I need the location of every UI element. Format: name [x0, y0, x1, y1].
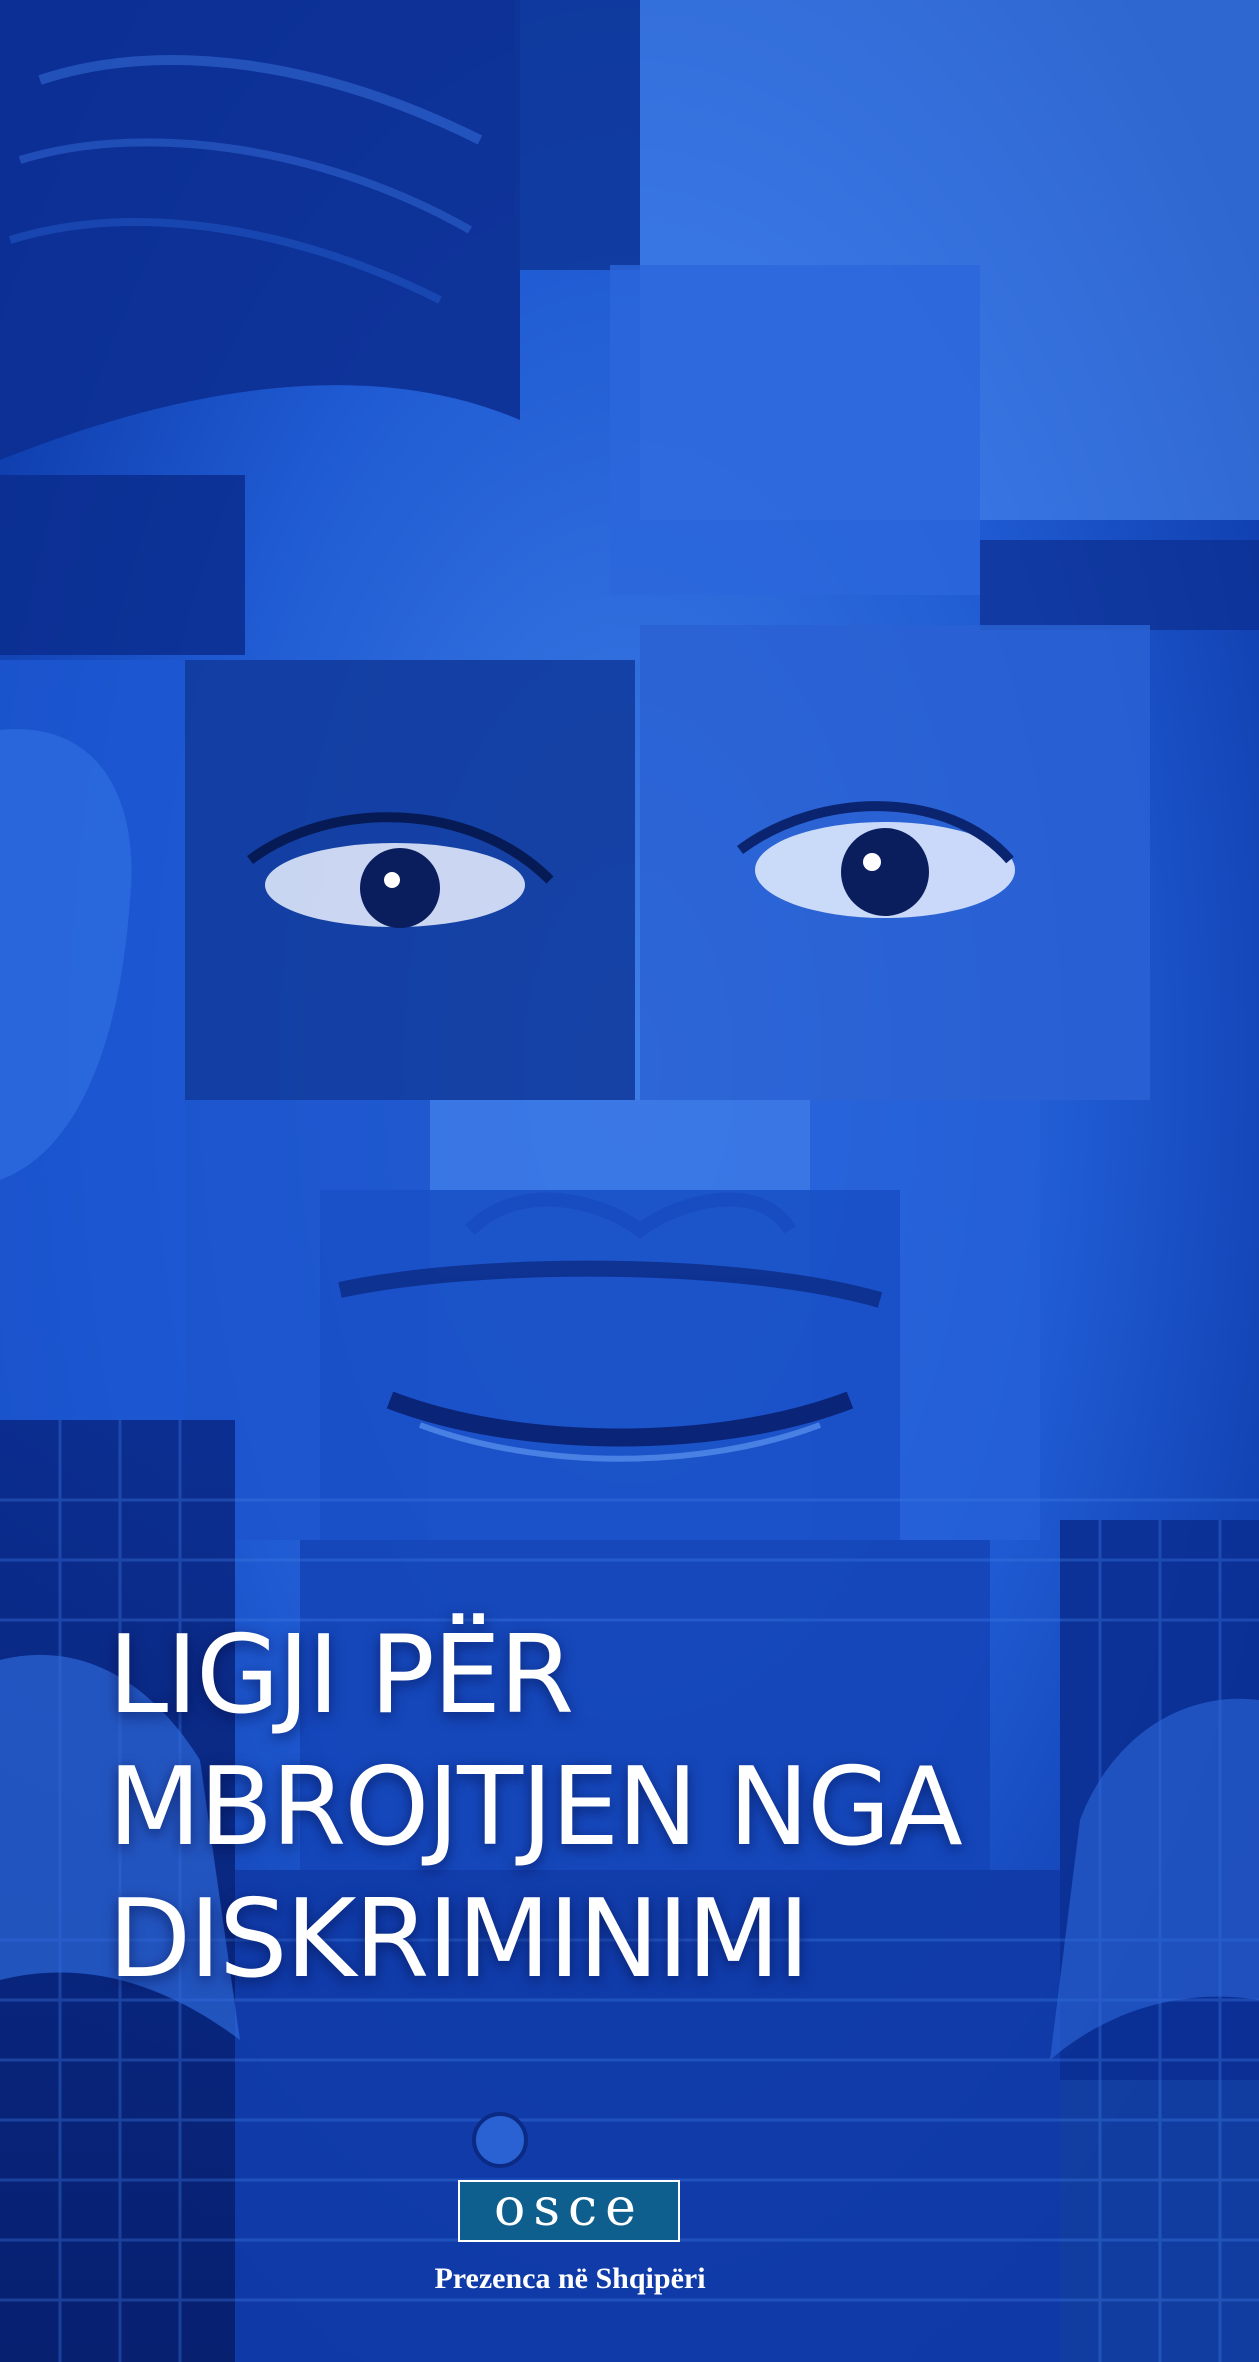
osce-logo-mark: osce	[494, 2178, 644, 2238]
title-line-1: LIGJI PËR	[108, 1613, 573, 1738]
osce-presence-subtitle: Prezenca në Shqipëri	[434, 2262, 706, 2295]
title-line-3: DISKRIMINIMI	[108, 1877, 808, 2002]
poster-title	[108, 1610, 1108, 2006]
osce-logo	[458, 2180, 680, 2242]
title-line-2: MBROJTJEN NGA	[108, 1745, 961, 1870]
